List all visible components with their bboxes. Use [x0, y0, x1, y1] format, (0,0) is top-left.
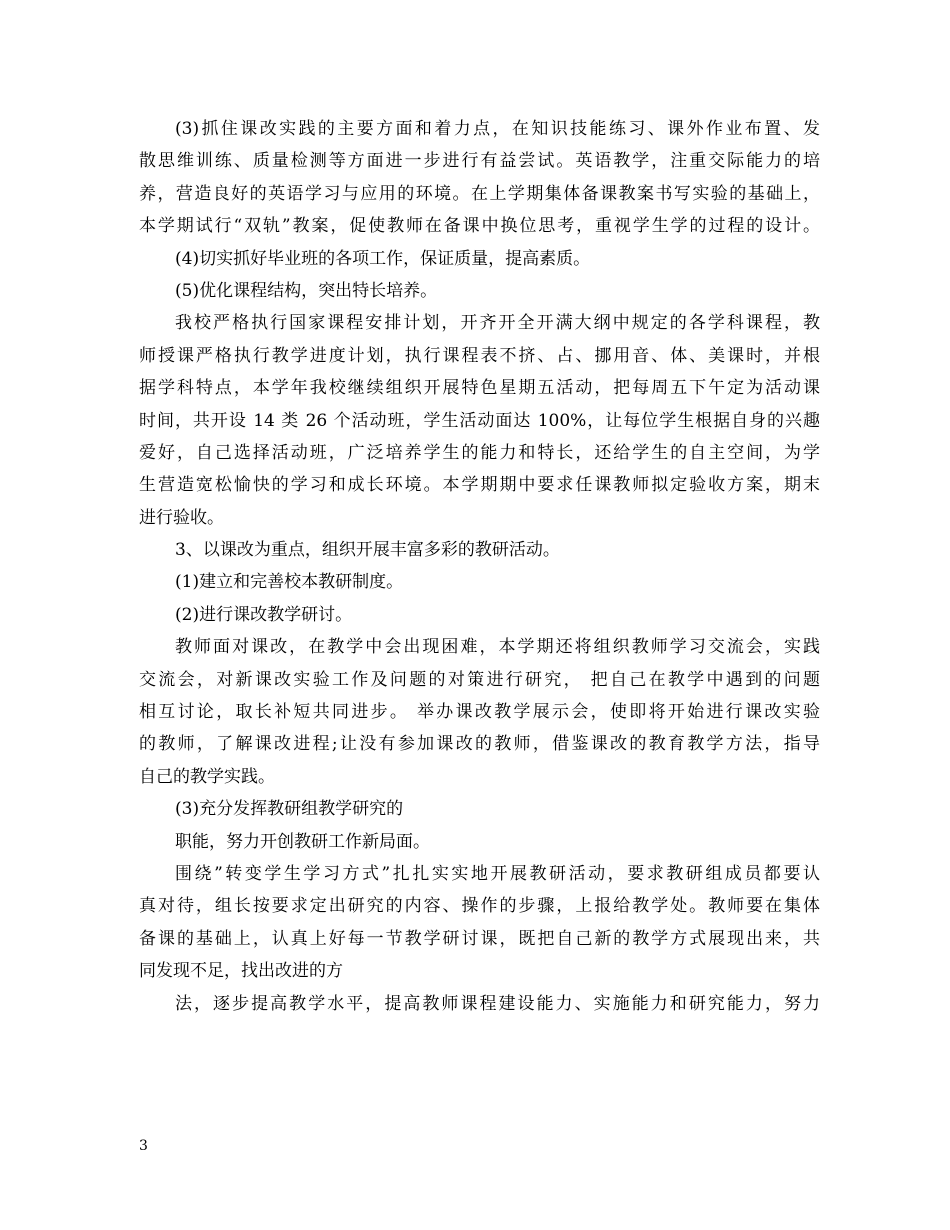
text-line: 3、以课改为重点，组织开展丰富多彩的教研活动。: [175, 540, 560, 561]
text-line: 养，营造良好的英语学习与应用的环境。在上学期集体备课教案书写实验的基础上，: [139, 183, 820, 204]
text-line: 自己的教学实践。: [139, 766, 275, 787]
text-line: 围绕”转变学生学习方式”扎扎实实地开展教研活动，要求教研组成员都要认: [175, 863, 820, 884]
text-line: (3)抓住课改实践的主要方面和着力点，在知识技能练习、课外作业布置、发: [175, 119, 820, 139]
text-line: 据学科特点，本学年我校继续组织开展特色星期五活动，把每周五下午定为活动课: [139, 378, 820, 399]
text-line: 进行验收。: [139, 507, 224, 528]
text-line: (2)进行课改教学研讨。: [175, 604, 353, 625]
text-line: 职能，努力开创教研工作新局面。: [175, 831, 430, 852]
text-line: 爱好，自己选择活动班，广泛培养学生的能力和特长，还给学生的自主空间，为学: [139, 442, 820, 463]
text-line: 教师面对课改，在教学中会出现困难，本学期还将组织教师学习交流会，实践: [175, 637, 820, 658]
page-number: 3: [139, 1138, 148, 1154]
text-line: 相互讨论，取长补短共同进步。 举办课改教学展示会，使即将开始进行课改实验: [139, 702, 820, 723]
text-line: 我校严格执行国家课程安排计划，开齐开全开满大纲中规定的各学科课程，教: [175, 313, 820, 334]
text-line: 真对待，组长按要求定出研究的内容、操作的步骤，上报给教学处。教师要在集体: [139, 896, 820, 917]
text-line: 法，逐步提高教学水平，提高教师课程建设能力、实施能力和研究能力，努力: [175, 993, 820, 1014]
document-body: [139, 113, 820, 1020]
text-line: 师授课严格执行教学进度计划，执行课程表不挤、占、挪用音、体、美课时，并根: [139, 345, 820, 366]
text-line: 交流会，对新课改实验工作及问题的对策进行研究， 把自己在教学中遇到的问题: [139, 669, 820, 690]
text-line: (5)优化课程结构，突出特长培养。: [175, 280, 438, 301]
text-line: (3)充分发挥教研组教学研究的: [175, 799, 404, 820]
text-line: 的教师，了解课改进程;让没有参加课改的教师，借鉴课改的教育教学方法，指导: [139, 734, 820, 755]
text-line: 生营造宽松愉快的学习和成长环境。本学期期中要求任课教师拟定验收方案，期末: [139, 475, 820, 496]
text-line: 散思维训练、质量检测等方面进一步进行有益尝试。英语教学，注重交际能力的培: [139, 151, 820, 172]
text-line: (1)建立和完善校本教研制度。: [175, 572, 404, 593]
text-line: 本学期试行“双轨”教案，促使教师在备课中换位思考，重视学生学的过程的设计。: [139, 216, 820, 237]
text-line: (4)切实抓好毕业班的各项工作，保证质量，提高素质。: [175, 248, 591, 269]
text-line: 同发现不足，找出改进的方: [139, 961, 343, 982]
text-line: 备课的基础上，认真上好每一节教学研讨课，既把自己新的教学方式展现出来，共: [139, 928, 820, 949]
text-line: 时间，共开设 14 类 26 个活动班，学生活动面达 100%，让每位学生根据自身的兴趣: [139, 410, 820, 431]
